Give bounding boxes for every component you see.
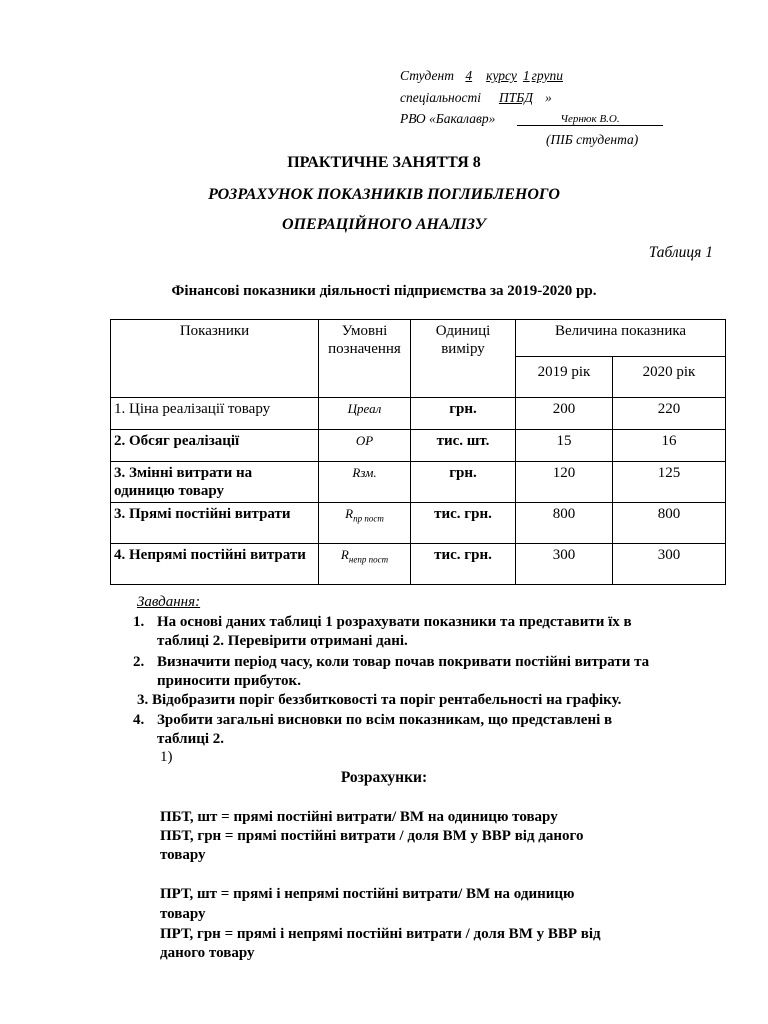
pib-label: (ПІБ студента): [546, 132, 639, 147]
specialty-close: »: [544, 90, 552, 105]
table-row: [111, 462, 726, 503]
row-2019: 200: [516, 398, 613, 430]
task-2-number: 2.: [133, 654, 145, 670]
row-symbol-main: R: [340, 547, 349, 562]
task-1-line1: На основі даних таблиці 1 розрахувати показники та представити їх в: [157, 614, 632, 630]
rvo-label: РВО «Бакалавр»: [400, 111, 496, 126]
row-2019: 300: [516, 544, 613, 585]
task-1-line2: таблиці 2. Перевірити отримані дані.: [157, 633, 408, 649]
specialty-value: ПТБД: [498, 90, 533, 105]
row-2020: 16: [613, 430, 726, 462]
header-2020: 2020 рік: [613, 357, 726, 398]
row-symbol: ОР: [319, 430, 411, 462]
student-label: Студент: [400, 68, 454, 83]
course-label: курсу: [486, 68, 517, 83]
task-4-line2: таблиці 2.: [157, 731, 225, 747]
table-label: Таблиця 1: [648, 244, 713, 261]
header-value: Величина показника: [516, 320, 726, 357]
table-row: [111, 398, 726, 430]
course-number: 4: [465, 68, 473, 83]
calc-line-4: ПРТ, шт = прямі і непрямі постійні витрати/ ВМ на одиницю: [160, 886, 575, 902]
sub-point-1: 1): [160, 749, 173, 765]
table-row: [111, 503, 726, 544]
task-4-line1: Зробити загальні висновки по всім показникам, що представлені в: [157, 712, 613, 728]
row-unit: грн.: [411, 398, 516, 430]
row-symbol: [319, 544, 411, 585]
row-symbol: [319, 503, 411, 544]
row-2020: 220: [613, 398, 726, 430]
row-name: 3. Прямі постійні витрати: [111, 503, 319, 544]
row-name: 3. Змінні витрати на одиницю товару: [111, 462, 319, 503]
row-2019: 120: [516, 462, 613, 503]
calc-line-5: товару: [160, 906, 206, 922]
specialty-label: спеціальності: [400, 90, 481, 105]
row-symbol-sub: непр пост: [348, 554, 389, 565]
student-name: Чернюк В.О.: [517, 113, 663, 126]
header-2019: 2019 рік: [516, 357, 613, 398]
task-2-line1: Визначити період часу, коли товар почав покривати постійні витрати та: [157, 654, 650, 670]
subject-title-line2: ОПЕРАЦІЙНОГО АНАЛІЗУ: [282, 216, 486, 233]
tasks-title: Завдання:: [137, 594, 201, 610]
task-1-number: 1.: [133, 614, 145, 630]
table-caption: Фінансові показники діяльності підприємства за 2019-2020 рр.: [171, 283, 597, 299]
header-units: Одиниці виміру: [411, 320, 516, 398]
calc-line-6: ПРТ, грн = прямі і непрямі постійні витрати / доля ВМ у ВВР від: [160, 926, 601, 942]
financial-table: [110, 319, 726, 585]
task-3: 3. Відобразити поріг беззбитковості та поріг рентабельності на графіку.: [137, 692, 622, 708]
row-unit: тис. грн.: [411, 544, 516, 585]
table-row: [111, 544, 726, 585]
row-unit: тис. шт.: [411, 430, 516, 462]
row-name: 1. Ціна реалізації товару: [111, 398, 319, 430]
rvo-line: [400, 111, 495, 127]
table-row: [111, 430, 726, 462]
row-2019: 800: [516, 503, 613, 544]
task-2-line2: приносити прибуток.: [157, 673, 301, 689]
calc-line-7: даного товару: [160, 945, 255, 961]
row-2019: 15: [516, 430, 613, 462]
header-indicators: Показники: [111, 320, 319, 398]
table-header-row: [111, 320, 726, 357]
calc-line-3: товару: [160, 847, 206, 863]
row-symbol: Rзм.: [319, 462, 411, 503]
specialty-line: [400, 90, 552, 106]
practical-title: ПРАКТИЧНЕ ЗАНЯТТЯ 8: [287, 154, 481, 171]
calc-line-1: ПБТ, шт = прямі постійні витрати/ ВМ на одиницю товару: [160, 809, 558, 825]
row-symbol: Цреал: [319, 398, 411, 430]
row-2020: 125: [613, 462, 726, 503]
row-name: 2. Обсяг реалізації: [111, 430, 319, 462]
row-symbol-main: R: [345, 506, 354, 521]
task-4-number: 4.: [133, 712, 145, 728]
calc-line-2: ПБТ, грн = прямі постійні витрати / доля ВМ у ВВР від даного: [160, 828, 584, 844]
row-symbol-sub: пр пост: [353, 513, 384, 524]
row-2020: 300: [613, 544, 726, 585]
row-unit: тис. грн.: [411, 503, 516, 544]
row-unit: грн.: [411, 462, 516, 503]
group-number: 1: [522, 68, 530, 83]
group-label: групи: [531, 68, 563, 83]
calc-title: Розрахунки:: [340, 769, 428, 786]
row-name: 4. Непрямі постійні витрати: [111, 544, 319, 585]
header-symbols: Умовні позначення: [319, 320, 411, 398]
subject-title-line1: РОЗРАХУНОК ПОКАЗНИКІВ ПОГЛИБЛЕНОГО: [208, 186, 560, 203]
student-line: [400, 68, 563, 84]
row-2020: 800: [613, 503, 726, 544]
